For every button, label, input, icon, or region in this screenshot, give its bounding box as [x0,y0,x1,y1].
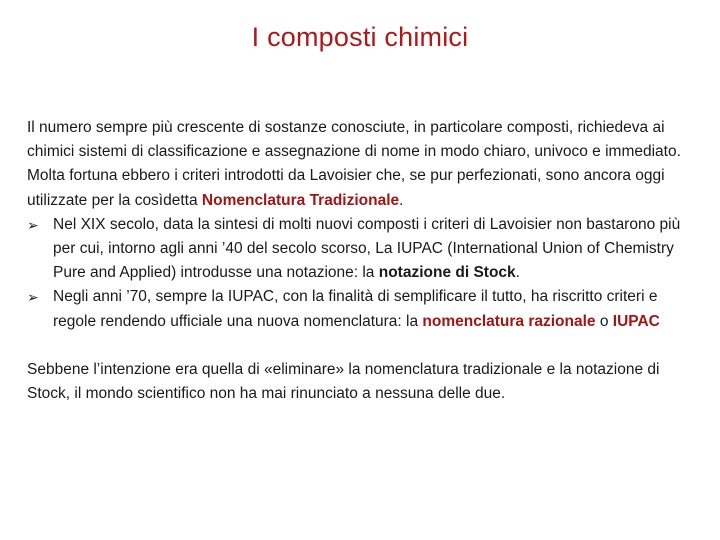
bullet-stock-end: . [515,264,520,282]
paragraph-intro: Il numero sempre più crescente di sostanze conosciute, in particolare composti, richiedeva ai chimici sistemi di classificazione e assegnazione di nome in modo chiaro, univoco e immediato. [27,119,681,161]
arrow-bullet-icon: ➢ [27,289,39,306]
bullet-iupac-mid: o [595,312,613,330]
term-nomenclatura-tradizionale: Nomenclatura Tradizionale [201,191,400,209]
spacer [27,334,699,358]
paragraph-lavoisier-end: . [399,191,404,209]
slide-title: I composti chimici [251,22,469,52]
paragraph-lavoisier-text: Molta fortuna ebbero i criteri introdotti da Lavoisier che, se pur perfezionati, sono ancora oggi utilizzate per la cosìdetta [27,167,665,209]
bullet-stock-text: Nel XIX secolo, data la sintesi di molti nuovi composti i criteri di Lavoisier non bastarono più per cui, intorno agli anni ’40 del secolo scorso, La IUPAC (International Union of Chemistry Pure and Applied) introdusse una notazione: la [53,215,681,282]
paragraph-lavoisier [27,164,699,212]
term-nomenclatura-razionale: nomenclatura razionale [422,312,596,330]
term-iupac: IUPAC [612,312,660,330]
bullet-iupac-text: Negli anni ’70, sempre la IUPAC, con la finalità di semplificare il tutto, ha riscritto criteri e regole rendendo ufficiale una nuova nomenclatura: la [53,288,658,330]
bullet-stock [27,213,699,286]
term-notazione-stock: notazione di Stock [378,264,516,282]
slide-body [27,116,699,406]
arrow-bullet-icon: ➢ [27,216,39,233]
bullet-iupac [27,285,699,333]
paragraph-conclusion: Sebbene l’intenzione era quella di «eliminare» la nomenclatura tradizionale e la notazione di Stock, il mondo scientifico non ha mai rinunciato a nessuna delle due. [27,360,660,403]
